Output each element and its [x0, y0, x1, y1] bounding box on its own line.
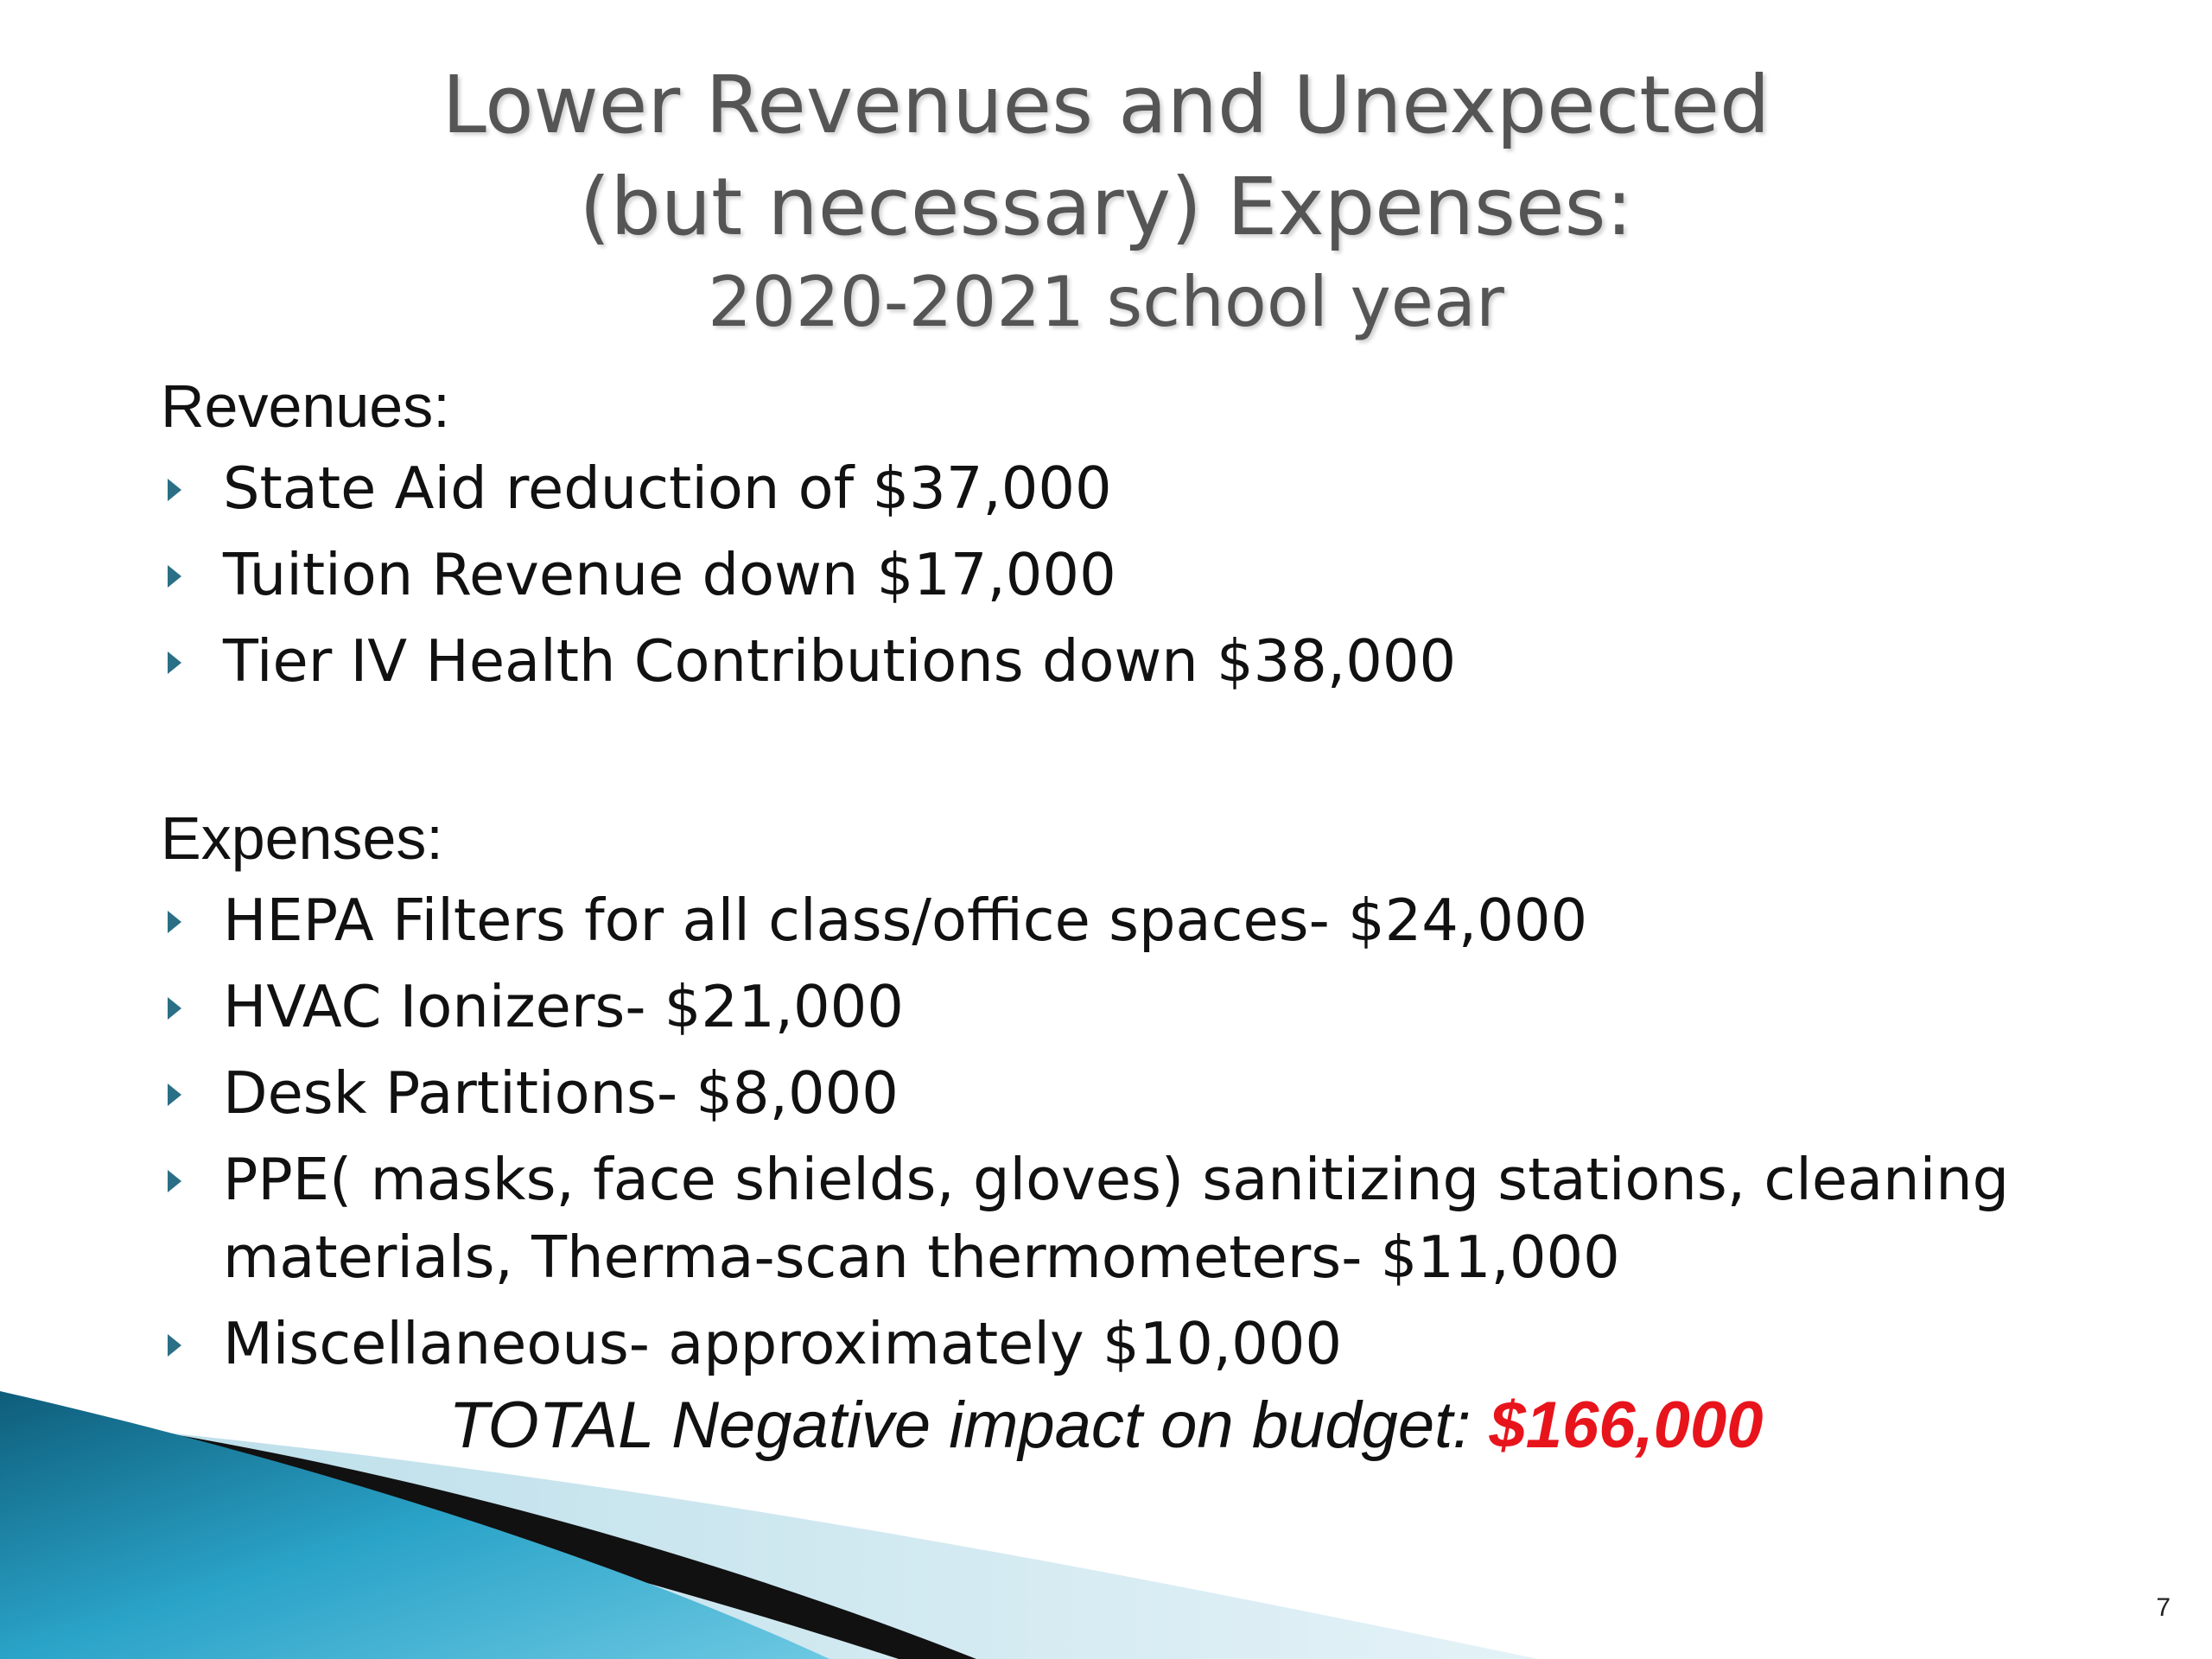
- slide-subtitle: 2020-2021 school year: [708, 262, 1504, 342]
- list-item: [161, 1305, 2131, 1382]
- list-item: [161, 449, 2131, 527]
- triangle-bullet-icon: [168, 652, 181, 674]
- list-item-text: HEPA Filters for all class/office spaces- $24,000: [223, 887, 1588, 954]
- list-item: [161, 536, 2131, 613]
- revenues-heading: Revenues:: [161, 372, 450, 440]
- list-item-text: Desk Partitions- $8,000: [223, 1059, 899, 1127]
- triangle-bullet-icon: [168, 997, 181, 1020]
- list-item-text: Miscellaneous- approximately $10,000: [223, 1310, 1343, 1377]
- total-amount: $166,000: [1489, 1389, 1764, 1462]
- list-item-text: Tuition Revenue down $17,000: [223, 541, 1116, 608]
- total-label: TOTAL Negative impact on budget:: [448, 1389, 1490, 1462]
- slide-title-line-2: (but necessary) Expenses:: [579, 161, 1633, 253]
- list-item: [161, 622, 2131, 700]
- triangle-bullet-icon: [168, 1084, 181, 1106]
- triangle-bullet-icon: [168, 565, 181, 588]
- triangle-bullet-icon: [168, 911, 181, 933]
- total-impact: [0, 1382, 2212, 1469]
- expenses-list: [161, 881, 2131, 1391]
- list-item: [161, 1054, 2131, 1132]
- list-item: [161, 881, 2131, 959]
- list-item-text: Tier IV Health Contributions down $38,000: [223, 627, 1457, 695]
- revenues-list: [161, 449, 2131, 709]
- list-item: [161, 1141, 2131, 1296]
- triangle-bullet-icon: [168, 479, 181, 501]
- triangle-bullet-icon: [168, 1334, 181, 1357]
- list-item: [161, 968, 2131, 1046]
- list-item-text: HVAC Ionizers- $21,000: [223, 973, 904, 1040]
- triangle-bullet-icon: [168, 1170, 181, 1192]
- slide-title-line-1: Lower Revenues and Unexpected: [442, 59, 1770, 151]
- page-number: 7: [2156, 1593, 2171, 1622]
- list-item-text: State Aid reduction of $37,000: [223, 454, 1112, 522]
- expenses-heading: Expenses:: [161, 804, 443, 872]
- list-item-text: PPE( masks, face shields, gloves) sanitizing stations, cleaning materials, Therma-scan thermometers- $11,000: [223, 1146, 2010, 1291]
